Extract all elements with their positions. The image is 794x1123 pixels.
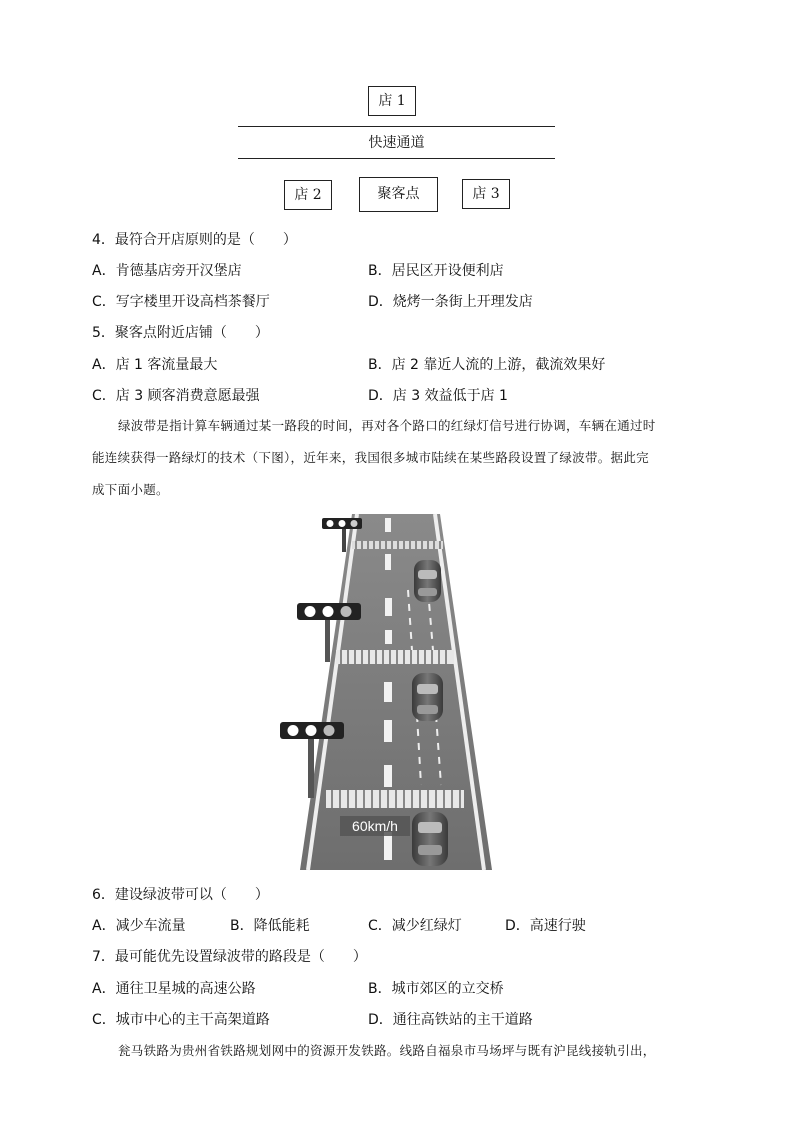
passage1-line1: 绿波带是指计算车辆通过某一路段的时间，再对各个路口的红绿灯信号进行协调，车辆在通过时	[118, 418, 656, 433]
q5-stem: 5．聚客点附近店铺（ ）	[92, 325, 269, 341]
store1-box: 店 1	[368, 86, 416, 116]
channel-label: 快速通道	[368, 135, 425, 151]
q6-option-d: D．高速行驶	[505, 918, 586, 934]
car-3	[412, 812, 448, 866]
gathering-point-box: 聚客点	[359, 177, 438, 212]
q4-option-d: D．烧烤一条街上开理发店	[368, 294, 533, 310]
q5-option-c: C．店 3 顾客消费意愿最强	[92, 388, 260, 404]
car-1	[414, 560, 441, 602]
passage2-line1: 瓮马铁路为贵州省铁路规划网中的资源开发铁路。线路自福泉市马场坪与既有沪昆线接轨引出，	[118, 1043, 656, 1058]
store3-box: 店 3	[462, 179, 510, 209]
green-wave-road-illustration	[278, 510, 500, 872]
speed-sign-label: 60km/h	[352, 818, 398, 834]
q4-option-a: A．肯德基店旁开汉堡店	[92, 263, 242, 279]
q6-stem: 6．建设绿波带可以（ ）	[92, 887, 269, 903]
q5-option-b: B．店 2 靠近人流的上游，截流效果好	[368, 357, 606, 373]
q7-option-b: B．城市郊区的立交桥	[368, 981, 504, 997]
q7-option-c: C．城市中心的主干高架道路	[92, 1012, 270, 1028]
channel-bottom-line	[238, 158, 555, 159]
q6-option-b: B．降低能耗	[230, 918, 310, 934]
q6-option-a: A．减少车流量	[92, 918, 186, 934]
channel-top-line	[238, 126, 555, 127]
q6-option-c: C．减少红绿灯	[368, 918, 462, 934]
q7-stem: 7．最可能优先设置绿波带的路段是（ ）	[92, 949, 367, 965]
car-2	[412, 673, 443, 721]
q4-option-b: B．居民区开设便利店	[368, 263, 504, 279]
passage1-line2: 能连续获得一路绿灯的技术（下图），近年来，我国很多城市陆续在某些路段设置了绿波带。据此完	[92, 450, 649, 465]
q7-option-d: D．通往高铁站的主干道路	[368, 1012, 533, 1028]
q5-option-d: D．店 3 效益低于店 1	[368, 388, 508, 404]
q7-option-a: A．通往卫星城的高速公路	[92, 981, 256, 997]
q4-stem: 4．最符合开店原则的是（ ）	[92, 232, 297, 248]
crosswalk-2-stripes	[336, 650, 454, 664]
q5-option-a: A．店 1 客流量最大	[92, 357, 218, 373]
passage1-line3: 成下面小题。	[92, 482, 169, 497]
q4-option-c: C．写字楼里开设高档茶餐厅	[92, 294, 270, 310]
store2-box: 店 2	[284, 180, 332, 210]
